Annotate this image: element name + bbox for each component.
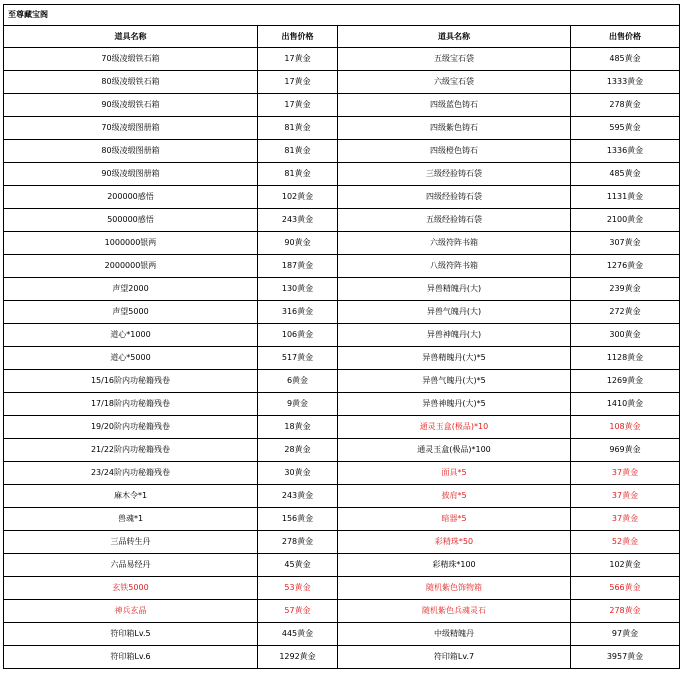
table-row bbox=[4, 347, 680, 370]
table-row bbox=[4, 554, 680, 577]
item-name-right: 随机紫色兵魂灵石 bbox=[338, 600, 571, 623]
item-name-right: 披肩*5 bbox=[338, 485, 571, 508]
price-right: 485黄金 bbox=[571, 163, 680, 186]
item-name-left: 19/20阶内功秘籍残卷 bbox=[4, 416, 258, 439]
price-left: 17黄金 bbox=[258, 48, 338, 71]
item-name-right: 暗器*5 bbox=[338, 508, 571, 531]
item-name-left: 2000000银两 bbox=[4, 255, 258, 278]
header-item-name-right: 道具名称 bbox=[338, 26, 571, 48]
price-left: 9黄金 bbox=[258, 393, 338, 416]
price-left: 106黄金 bbox=[258, 324, 338, 347]
item-name-left: 70级凌缎铁石箱 bbox=[4, 48, 258, 71]
price-right: 307黄金 bbox=[571, 232, 680, 255]
table-row bbox=[4, 439, 680, 462]
title-row bbox=[4, 5, 680, 26]
item-name-left: 六品易经丹 bbox=[4, 554, 258, 577]
table-row bbox=[4, 255, 680, 278]
price-right: 1333黄金 bbox=[571, 71, 680, 94]
price-left: 1292黄金 bbox=[258, 646, 338, 669]
price-right: 272黄金 bbox=[571, 301, 680, 324]
price-right: 1128黄金 bbox=[571, 347, 680, 370]
header-row bbox=[4, 26, 680, 48]
price-left: 81黄金 bbox=[258, 140, 338, 163]
item-name-right: 彩精珠*100 bbox=[338, 554, 571, 577]
item-name-right: 四级经验铸石袋 bbox=[338, 186, 571, 209]
table-row bbox=[4, 278, 680, 301]
price-right: 37黄金 bbox=[571, 508, 680, 531]
price-right: 108黄金 bbox=[571, 416, 680, 439]
item-name-left: 兽魂*1 bbox=[4, 508, 258, 531]
price-left: 243黄金 bbox=[258, 209, 338, 232]
item-name-right: 五级经验铸石袋 bbox=[338, 209, 571, 232]
item-name-right: 通灵玉盒(极品)*10 bbox=[338, 416, 571, 439]
table-row bbox=[4, 140, 680, 163]
table-row bbox=[4, 577, 680, 600]
table-row bbox=[4, 163, 680, 186]
item-name-right: 六级宝石袋 bbox=[338, 71, 571, 94]
price-left: 6黄金 bbox=[258, 370, 338, 393]
header-price-right: 出售价格 bbox=[571, 26, 680, 48]
item-name-right: 异兽精魄丹(大) bbox=[338, 278, 571, 301]
item-name-left: 500000感悟 bbox=[4, 209, 258, 232]
table-row bbox=[4, 416, 680, 439]
price-table-container bbox=[3, 4, 680, 669]
item-name-right: 面具*5 bbox=[338, 462, 571, 485]
price-right: 1276黄金 bbox=[571, 255, 680, 278]
table-row bbox=[4, 393, 680, 416]
item-name-left: 玄铁5000 bbox=[4, 577, 258, 600]
item-name-right: 四级紫色铸石 bbox=[338, 117, 571, 140]
item-name-right: 异兽气魄丹(大)*5 bbox=[338, 370, 571, 393]
item-name-right: 三级经验铸石袋 bbox=[338, 163, 571, 186]
item-name-left: 道心*1000 bbox=[4, 324, 258, 347]
item-name-left: 15/16阶内功秘籍残卷 bbox=[4, 370, 258, 393]
item-name-right: 异兽神魄丹(大) bbox=[338, 324, 571, 347]
table-row bbox=[4, 531, 680, 554]
header-item-name-left: 道具名称 bbox=[4, 26, 258, 48]
header-price-left: 出售价格 bbox=[258, 26, 338, 48]
table-row bbox=[4, 485, 680, 508]
table-row bbox=[4, 370, 680, 393]
table-row bbox=[4, 232, 680, 255]
item-name-left: 80级凌缎图册箱 bbox=[4, 140, 258, 163]
price-left: 30黄金 bbox=[258, 462, 338, 485]
item-name-left: 17/18阶内功秘籍残卷 bbox=[4, 393, 258, 416]
price-left: 517黄金 bbox=[258, 347, 338, 370]
price-right: 1269黄金 bbox=[571, 370, 680, 393]
item-name-right: 彩精珠*50 bbox=[338, 531, 571, 554]
price-left: 81黄金 bbox=[258, 117, 338, 140]
price-left: 53黄金 bbox=[258, 577, 338, 600]
price-right: 52黄金 bbox=[571, 531, 680, 554]
price-left: 17黄金 bbox=[258, 94, 338, 117]
price-left: 130黄金 bbox=[258, 278, 338, 301]
item-name-left: 声望2000 bbox=[4, 278, 258, 301]
item-name-right: 符印箱Lv.7 bbox=[338, 646, 571, 669]
price-right: 1131黄金 bbox=[571, 186, 680, 209]
price-right: 2100黄金 bbox=[571, 209, 680, 232]
price-left: 243黄金 bbox=[258, 485, 338, 508]
item-name-left: 1000000银两 bbox=[4, 232, 258, 255]
item-name-right: 四级橙色铸石 bbox=[338, 140, 571, 163]
price-right: 278黄金 bbox=[571, 94, 680, 117]
item-name-left: 90级凌缎图册箱 bbox=[4, 163, 258, 186]
table-row bbox=[4, 71, 680, 94]
table-row bbox=[4, 324, 680, 347]
item-name-left: 23/24阶内功秘籍残卷 bbox=[4, 462, 258, 485]
item-name-right: 六级符阵书箱 bbox=[338, 232, 571, 255]
item-name-left: 三品转生丹 bbox=[4, 531, 258, 554]
price-right: 566黄金 bbox=[571, 577, 680, 600]
price-right: 278黄金 bbox=[571, 600, 680, 623]
item-name-right: 异兽气魄丹(大) bbox=[338, 301, 571, 324]
table-row bbox=[4, 301, 680, 324]
price-left: 45黄金 bbox=[258, 554, 338, 577]
price-right: 485黄金 bbox=[571, 48, 680, 71]
table-row bbox=[4, 646, 680, 669]
item-name-right: 中级精魄丹 bbox=[338, 623, 571, 646]
item-name-left: 神兵玄晶 bbox=[4, 600, 258, 623]
price-right: 97黄金 bbox=[571, 623, 680, 646]
item-name-left: 70级凌缎图册箱 bbox=[4, 117, 258, 140]
price-right: 37黄金 bbox=[571, 485, 680, 508]
price-right: 595黄金 bbox=[571, 117, 680, 140]
table-row bbox=[4, 623, 680, 646]
table-row bbox=[4, 94, 680, 117]
item-name-left: 麻木令*1 bbox=[4, 485, 258, 508]
price-right: 239黄金 bbox=[571, 278, 680, 301]
item-name-left: 符印箱Lv.5 bbox=[4, 623, 258, 646]
price-right: 969黄金 bbox=[571, 439, 680, 462]
price-right: 300黄金 bbox=[571, 324, 680, 347]
table-row bbox=[4, 117, 680, 140]
price-left: 156黄金 bbox=[258, 508, 338, 531]
price-left: 445黄金 bbox=[258, 623, 338, 646]
table-row bbox=[4, 508, 680, 531]
item-name-left: 80级凌缎铁石箱 bbox=[4, 71, 258, 94]
item-name-left: 道心*5000 bbox=[4, 347, 258, 370]
price-right: 1410黄金 bbox=[571, 393, 680, 416]
price-left: 81黄金 bbox=[258, 163, 338, 186]
item-name-right: 异兽精魄丹(大)*5 bbox=[338, 347, 571, 370]
price-left: 18黄金 bbox=[258, 416, 338, 439]
price-table bbox=[3, 4, 680, 669]
item-name-left: 90级凌缎铁石箱 bbox=[4, 94, 258, 117]
table-row bbox=[4, 462, 680, 485]
price-right: 1336黄金 bbox=[571, 140, 680, 163]
price-left: 90黄金 bbox=[258, 232, 338, 255]
price-left: 187黄金 bbox=[258, 255, 338, 278]
price-right: 102黄金 bbox=[571, 554, 680, 577]
table-row bbox=[4, 186, 680, 209]
item-name-left: 声望5000 bbox=[4, 301, 258, 324]
table-row bbox=[4, 209, 680, 232]
item-name-left: 21/22阶内功秘籍残卷 bbox=[4, 439, 258, 462]
price-left: 57黄金 bbox=[258, 600, 338, 623]
item-name-right: 八级符阵书箱 bbox=[338, 255, 571, 278]
price-left: 102黄金 bbox=[258, 186, 338, 209]
price-right: 3957黄金 bbox=[571, 646, 680, 669]
item-name-right: 通灵玉盒(极品)*100 bbox=[338, 439, 571, 462]
item-name-right: 异兽神魄丹(大)*5 bbox=[338, 393, 571, 416]
item-name-right: 五级宝石袋 bbox=[338, 48, 571, 71]
table-row bbox=[4, 600, 680, 623]
table-row bbox=[4, 48, 680, 71]
price-right: 37黄金 bbox=[571, 462, 680, 485]
item-name-right: 随机紫色饰物箱 bbox=[338, 577, 571, 600]
item-name-left: 符印箱Lv.6 bbox=[4, 646, 258, 669]
item-name-right: 四级蓝色铸石 bbox=[338, 94, 571, 117]
price-left: 28黄金 bbox=[258, 439, 338, 462]
price-left: 17黄金 bbox=[258, 71, 338, 94]
price-left: 278黄金 bbox=[258, 531, 338, 554]
item-name-left: 200000感悟 bbox=[4, 186, 258, 209]
price-left: 316黄金 bbox=[258, 301, 338, 324]
table-title: 至尊藏宝阁 bbox=[4, 5, 680, 26]
